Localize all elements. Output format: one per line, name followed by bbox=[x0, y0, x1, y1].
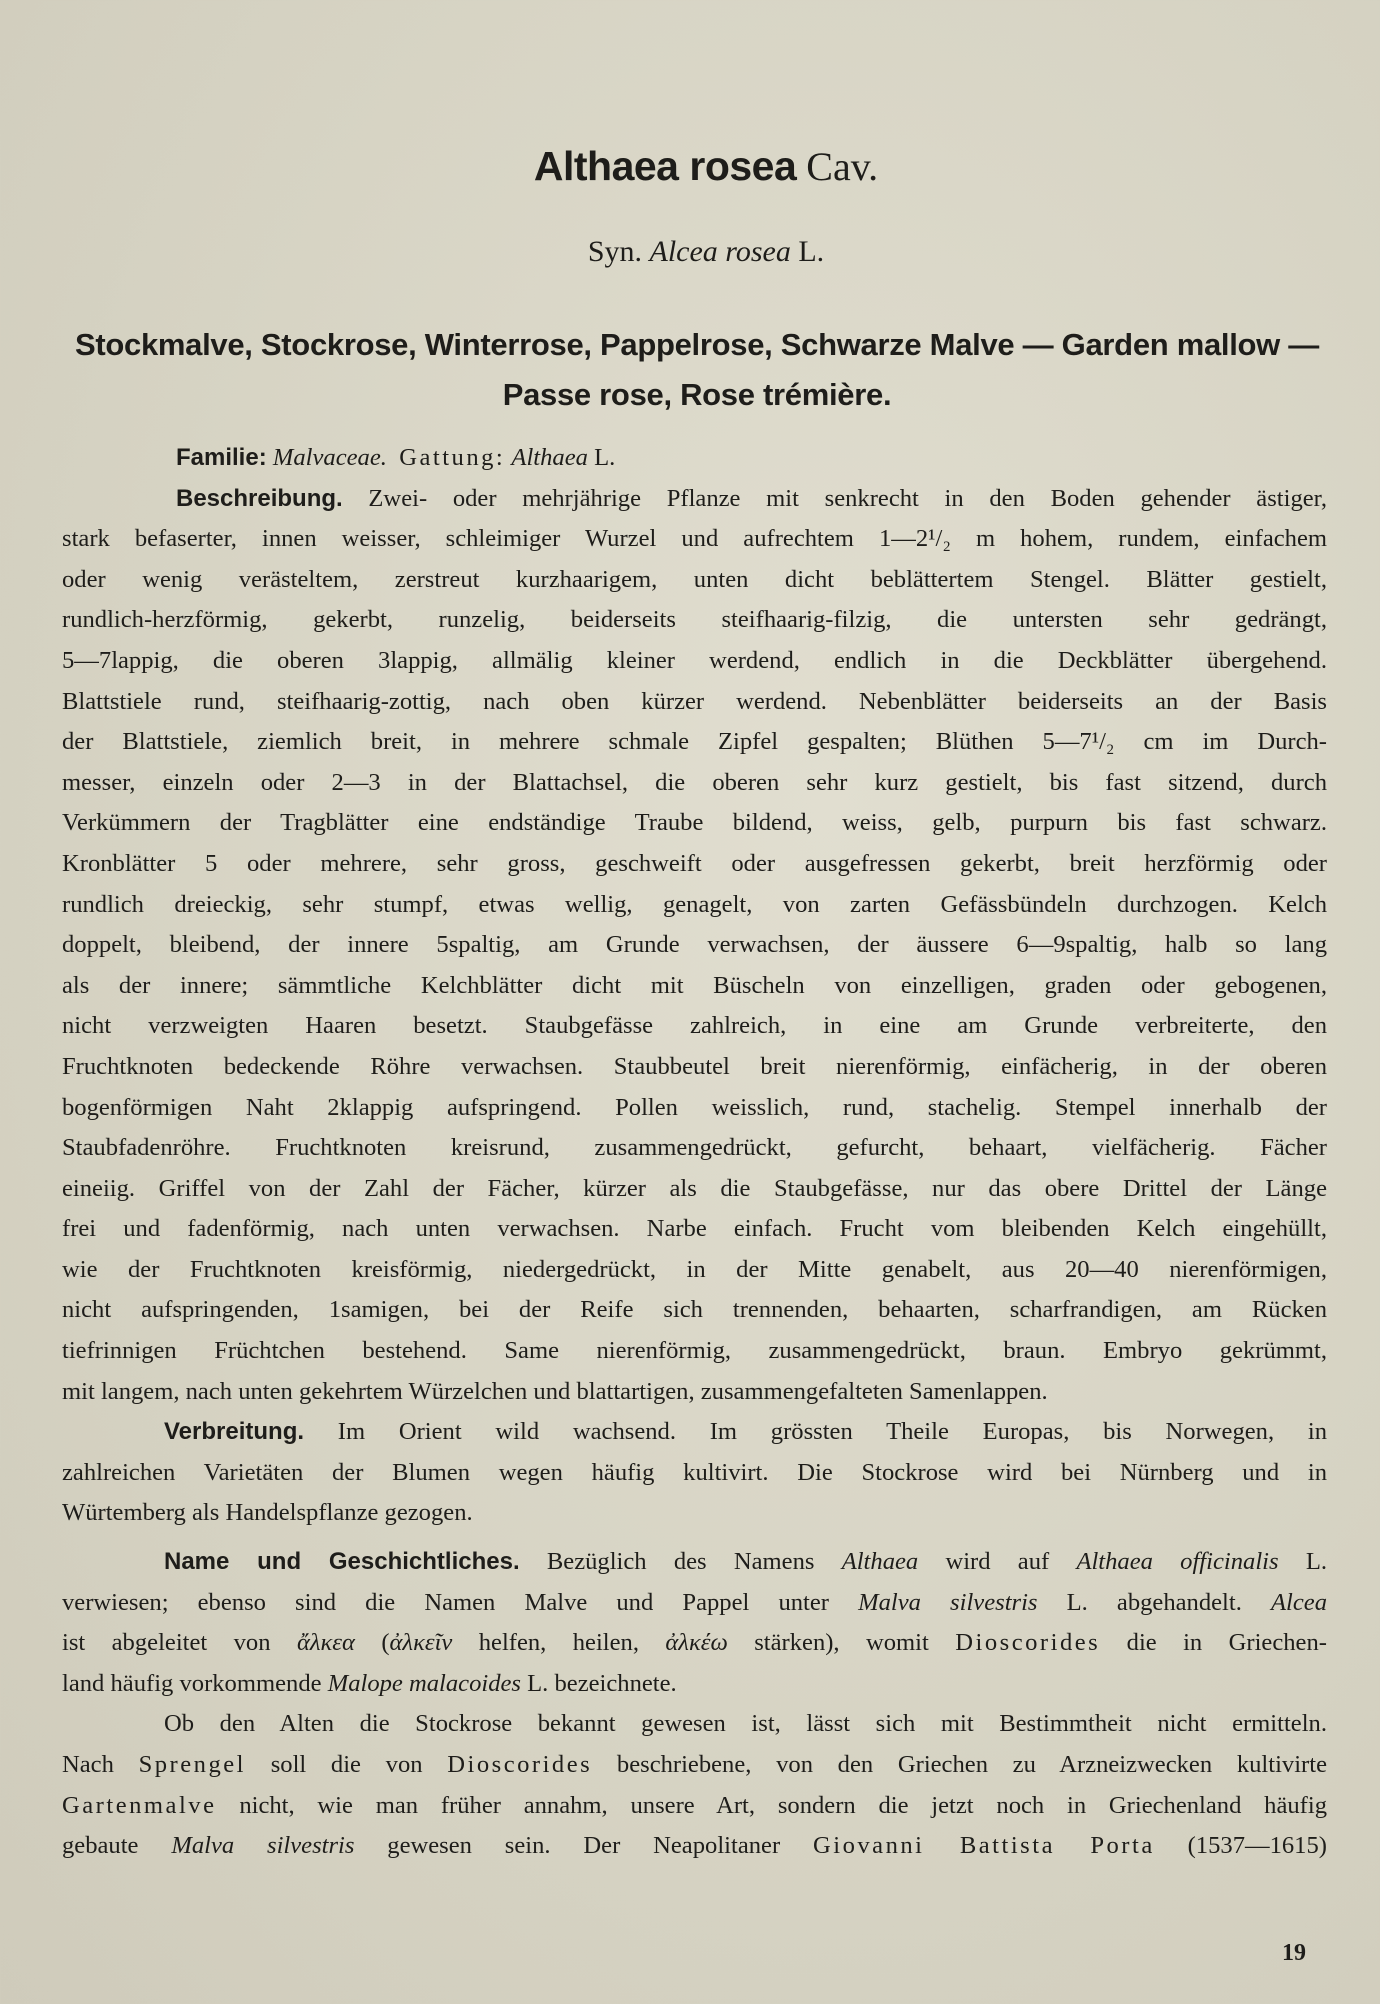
history-line bbox=[62, 1826, 1327, 1867]
history-text: Nach bbox=[62, 1751, 114, 1778]
verbreitung-line bbox=[62, 1412, 1327, 1453]
synonym-prefix: Syn. bbox=[587, 235, 642, 268]
beschreibung-line: rundlich dreieckig, sehr stumpf, etwas wellig, genagelt, von zarten Gefässbündeln durchzogen. Kelch bbox=[62, 890, 1327, 918]
gattung-author: L. bbox=[594, 444, 616, 471]
title-author: Cav. bbox=[806, 144, 879, 189]
beschreibung-line: Kronblätter 5 oder mehrere, sehr gross, geschweift oder ausgefressen gekerbt, breit herzförmig oder bbox=[62, 849, 1327, 877]
verbreitung-line: Würtemberg als Handelspflanze gezogen. bbox=[62, 1499, 473, 1527]
beschreibung-line: messer, einzeln oder 2—3 in der Blattachsel, die oberen sehr kurz gestielt, bis fast sitzend, durch bbox=[62, 768, 1327, 796]
beschreibung-line: der Blattstiele, ziemlich breit, in mehrere schmale Zipfel gespalten; Blüthen 5—7¹/₂ cm im Durch- bbox=[62, 728, 1327, 756]
history-text: Malva silvestris bbox=[171, 1832, 355, 1860]
name-text: ἄλκεα bbox=[296, 1629, 355, 1657]
beschreibung-line: rundlich-herzförmig, gekerbt, runzelig, beiderseits steifhaarig-filzig, die untersten sehr gedrängt, bbox=[62, 606, 1327, 634]
familie-label: Familie: bbox=[176, 444, 267, 471]
body-text bbox=[62, 438, 1327, 1867]
beschreibung-line: Fruchtknoten bedeckende Röhre verwachsen. Staubbeutel breit nierenförmig, einfächerig, in der oberen bbox=[62, 1052, 1327, 1080]
name-line bbox=[62, 1664, 1327, 1705]
history-line bbox=[62, 1786, 1327, 1827]
history-text: Sprengel bbox=[138, 1751, 247, 1778]
name-text: Malva silvestris bbox=[858, 1588, 1038, 1616]
page-title bbox=[0, 142, 1380, 191]
familie-value: Malvaceae. bbox=[272, 444, 387, 471]
history-text: nicht, wie man früher annahm, unsere Art, sondern die jetzt noch in Griechenland häufig bbox=[239, 1791, 1328, 1819]
beschreibung-line: wie der Fruchtknoten kreisförmig, niedergedrückt, in der Mitte genabelt, aus 20—40 nierenförmigen, bbox=[62, 1255, 1327, 1283]
synonym-line bbox=[0, 234, 1380, 270]
synonym-author: L. bbox=[798, 235, 825, 268]
gattung-label: Gattung: bbox=[399, 444, 506, 471]
name-text: ἀλκέω bbox=[665, 1629, 728, 1657]
beschreibung-line: 5—7lappig, die oberen 3lappig, allmälig kleiner werdend, endlich in die Deckblätter übergehend. bbox=[62, 646, 1327, 674]
name-text: Malope malacoides bbox=[327, 1669, 521, 1697]
beschreibung-line: mit langem, nach unten gekehrtem Würzelchen und blattartigen, zusammengefalteten Samenlappen. bbox=[62, 1377, 1048, 1405]
beschreibung-line: nicht aufspringenden, 1samigen, bei der Reife sich trennenden, behaarten, scharfrandigen, am Rücken bbox=[62, 1296, 1327, 1324]
beschreibung-line: eineiig. Griffel von der Zahl der Fächer, kürzer als die Staubgefässe, nur das obere Drittel der Länge bbox=[62, 1174, 1327, 1202]
name-text: ἀλκεῖν bbox=[389, 1629, 453, 1657]
beschreibung-line: Staubfadenröhre. Fruchtknoten kreisrund, zusammengedrückt, gefurcht, behaart, vielfächerig. Fächer bbox=[62, 1134, 1327, 1162]
title-species: Althaea rosea bbox=[533, 143, 797, 189]
beschreibung-line: tiefrinnigen Früchtchen bestehend. Same nierenförmig, zusammengedrückt, braun. Embryo gekrümmt, bbox=[62, 1337, 1327, 1365]
name-line bbox=[62, 1623, 1327, 1664]
history-text: Dioscorides bbox=[447, 1751, 593, 1778]
name-text: Dioscorides bbox=[955, 1629, 1101, 1657]
history-text: Gartenmalve bbox=[62, 1791, 217, 1819]
beschreibung-line: frei und fadenförmig, nach unten verwachsen. Narbe einfach. Frucht vom bleibenden Kelch eingehüllt, bbox=[62, 1215, 1327, 1243]
beschreibung-line: bogenförmigen Naht 2klappig aufspringend. Pollen weisslich, rund, stachelig. Stempel innerhalb der bbox=[62, 1093, 1327, 1121]
paragraph-gap bbox=[62, 1534, 1327, 1542]
name-line bbox=[62, 1542, 1327, 1583]
name-text: L. bbox=[1305, 1548, 1327, 1576]
history-text: Giovanni Battista Porta bbox=[812, 1832, 1155, 1860]
verbreitung-text: Im Orient wild wachsend. Im grössten Theile Europas, bis Norwegen, in bbox=[337, 1418, 1327, 1446]
name-text: L. abgehandelt. bbox=[1066, 1588, 1242, 1616]
beschreibung-text: Zwei- oder mehrjährige Pflanze mit senkrecht in den Boden gehender ästiger, bbox=[368, 484, 1328, 512]
beschreibung-line: doppelt, bleibend, der innere 5spaltig, am Grunde verwachsen, der äussere 6—9spaltig, halb so lang bbox=[62, 931, 1327, 959]
history-line: Ob den Alten die Stockrose bekannt gewesen ist, lässt sich mit Bestimmtheit nicht ermitteln. bbox=[164, 1710, 1327, 1738]
name-text: land häufig vorkommende bbox=[62, 1669, 322, 1697]
beschreibung-line: oder wenig verästeltem, zerstreut kurzhaarigem, unten dicht beblättertem Stengel. Blätter gestielt, bbox=[62, 565, 1327, 593]
beschreibung-heading: Beschreibung. bbox=[176, 484, 343, 512]
history-text: gebaute bbox=[62, 1832, 139, 1860]
name-text: ( bbox=[381, 1629, 390, 1657]
name-text: Bezüglich des Namens bbox=[546, 1548, 815, 1576]
history-text: gewesen sein. Der Neapolitaner bbox=[387, 1832, 781, 1860]
page-number: 19 bbox=[1282, 1940, 1306, 1966]
beschreibung-line: stark befaserter, innen weisser, schleimiger Wurzel und aufrechtem 1—2¹/₂ m hohem, rundem, einfachem bbox=[62, 525, 1327, 553]
beschreibung-line: Blattstiele rund, steifhaarig-zottig, nach oben kürzer werdend. Nebenblätter beiderseits an der Basis bbox=[62, 687, 1327, 715]
beschreibung-line: als der innere; sämmtliche Kelchblätter dicht mit Büscheln von einzelligen, graden oder gebogenen, bbox=[62, 971, 1327, 999]
name-text: Althaea bbox=[841, 1548, 919, 1576]
name-text: helfen, heilen, bbox=[478, 1629, 639, 1657]
name-text: verwiesen; ebenso sind die Namen Malve und Pappel unter bbox=[62, 1588, 829, 1616]
name-text: ist abgeleitet von bbox=[62, 1629, 271, 1657]
name-heading: Name und Geschichtliches. bbox=[164, 1548, 520, 1576]
familie-line bbox=[62, 438, 1327, 479]
name-text: wird auf bbox=[945, 1548, 1050, 1576]
common-names-line-2: Passe rose, Rose trémière. bbox=[502, 377, 892, 412]
name-text: stärken), womit bbox=[754, 1629, 929, 1657]
name-line bbox=[62, 1583, 1327, 1624]
name-text: Althaea officinalis bbox=[1076, 1548, 1279, 1576]
history-line bbox=[62, 1745, 1327, 1786]
synonym-name: Alcea rosea bbox=[649, 235, 791, 268]
history-text: (1537—1615) bbox=[1187, 1832, 1327, 1860]
common-names bbox=[62, 320, 1332, 420]
name-text: L. bezeichnete. bbox=[527, 1669, 677, 1697]
beschreibung-line: Verkümmern der Tragblätter eine endständige Traube bildend, weiss, gelb, purpurn bis fast schwarz. bbox=[62, 809, 1327, 837]
name-text: Alcea bbox=[1271, 1588, 1327, 1616]
verbreitung-heading: Verbreitung. bbox=[164, 1418, 305, 1446]
beschreibung-line: nicht verzweigten Haaren besetzt. Staubgefässe zahlreich, in eine am Grunde verbreiterte, den bbox=[62, 1012, 1327, 1040]
name-text: die in Griechen- bbox=[1126, 1629, 1327, 1657]
verbreitung-line: zahlreichen Varietäten der Blumen wegen häufig kultivirt. Die Stockrose wird bei Nürnberg und in bbox=[62, 1458, 1327, 1486]
gattung-value: Althaea bbox=[511, 444, 588, 471]
beschreibung-line bbox=[62, 479, 1327, 520]
history-text: soll die von bbox=[270, 1751, 423, 1778]
common-names-line-1: Stockmalve, Stockrose, Winterrose, Pappelrose, Schwarze Malve — Garden mallow — bbox=[74, 327, 1320, 362]
history-text: beschriebene, von den Griechen zu Arzneizwecken kultivirte bbox=[616, 1751, 1327, 1778]
